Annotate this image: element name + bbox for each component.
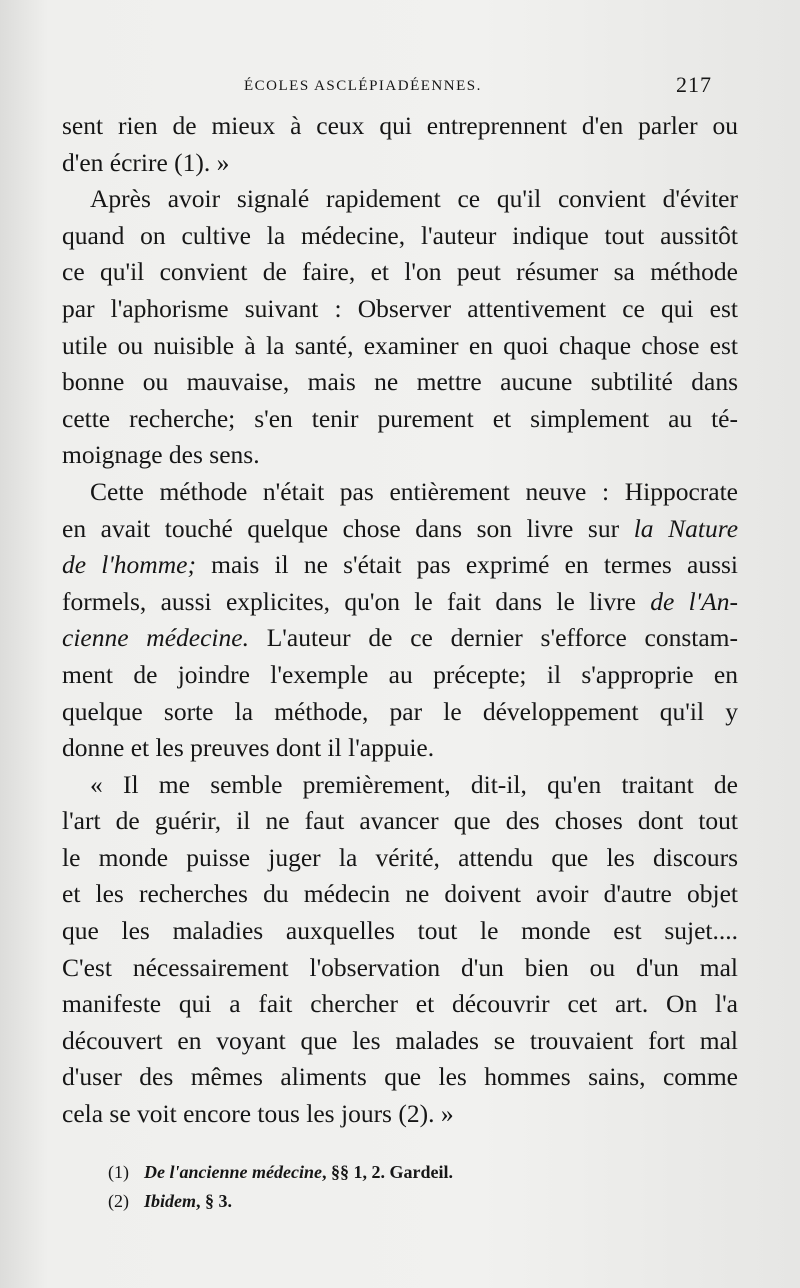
text-span: formels, aussi explicites, qu'on le fait dans le livre: [62, 586, 636, 616]
text-line: [62, 547, 738, 584]
text-line: par l'aphorisme suivant : Observer attentivement ce qui est: [62, 293, 738, 323]
text-line: utile ou nuisible à la santé, examiner en quoi chaque chose est: [62, 330, 738, 360]
book-title: de l'An-: [650, 586, 738, 616]
page-number: 217: [676, 72, 712, 97]
text-line: quand on cultive la médecine, l'auteur indique tout aussitôt: [62, 220, 738, 250]
book-title: cienne médecine.: [62, 623, 249, 653]
text-line: C'est nécessairement l'observation d'un bien ou d'un mal: [62, 952, 738, 982]
footnote-reference: , § 3.: [196, 1191, 232, 1211]
text-line: manifeste qui a fait chercher et découvrir cet art. On l'a: [62, 989, 738, 1019]
text-line: quelque sorte la méthode, par le développement qu'il y: [62, 696, 738, 726]
text-line: [62, 620, 738, 657]
text-line: sent rien de mieux à ceux qui entreprennent d'en parler ou: [62, 111, 738, 140]
text-span: en avait touché quelque chose dans son livre sur: [62, 513, 620, 543]
text-span: mais il ne s'était pas exprimé en termes aussi: [211, 550, 738, 580]
text-line: que les maladies auxquelles tout le monde est sujet....: [62, 916, 738, 946]
text-line: le monde puisse juger la vérité, attendu que les discours: [62, 842, 738, 872]
text-line: d'user des mêmes aliments que les hommes sains, comme: [62, 1062, 738, 1092]
text-line: d'en écrire (1). »: [62, 147, 230, 177]
text-line: cette recherche; s'en tenir purement et simplement au té-: [62, 403, 738, 433]
book-title: la Nature: [633, 513, 739, 543]
text-line: ment de joindre l'exemple au précepte; il s'approprie en: [62, 659, 738, 689]
text-line: et les recherches du médecin ne doivent avoir d'autre objet: [62, 879, 738, 909]
running-title: ÉCOLES ASCLÉPIADÉENNES.: [244, 78, 482, 94]
text-line: Cette méthode n'était pas entièrement neuve : Hippocrate: [90, 476, 738, 506]
footnote-number: (2): [108, 1191, 129, 1211]
text-line: Après avoir signalé rapidement ce qu'il convient d'éviter: [90, 184, 738, 214]
book-title: de l'homme;: [62, 550, 196, 580]
text-line: ce qu'il convient de faire, et l'on peut résumer sa méthode: [62, 257, 738, 287]
footnote: [108, 1158, 708, 1187]
footnote: [108, 1187, 708, 1216]
footnote-title: De l'ancienne médecine: [144, 1162, 322, 1182]
text-line: l'art de guérir, il ne faut avancer que des choses dont tout: [62, 806, 738, 836]
body-text: [62, 108, 738, 1133]
footnote-title: Ibidem: [144, 1191, 196, 1211]
text-line: cela se voit encore tous les jours (2). »: [62, 1099, 454, 1129]
text-line: [62, 584, 738, 621]
text-line: moignage des sens.: [62, 440, 260, 470]
text-line: « Il me semble premièrement, dit-il, qu'en traitant de: [90, 769, 738, 799]
footnote-number: (1): [108, 1162, 129, 1182]
text-line: découvert en voyant que les malades se trouvaient fort mal: [62, 1025, 738, 1055]
footnote-reference: , §§ 1, 2. Gardeil.: [321, 1162, 453, 1182]
footnotes: [108, 1158, 708, 1216]
text-line: [62, 511, 738, 548]
text-line: bonne ou mauvaise, mais ne mettre aucune subtilité dans: [62, 367, 738, 397]
page-header: [60, 72, 720, 102]
text-span: L'auteur de ce dernier s'efforce constam-: [266, 623, 739, 653]
text-line: donne et les preuves dont il l'appuie.: [62, 733, 435, 763]
